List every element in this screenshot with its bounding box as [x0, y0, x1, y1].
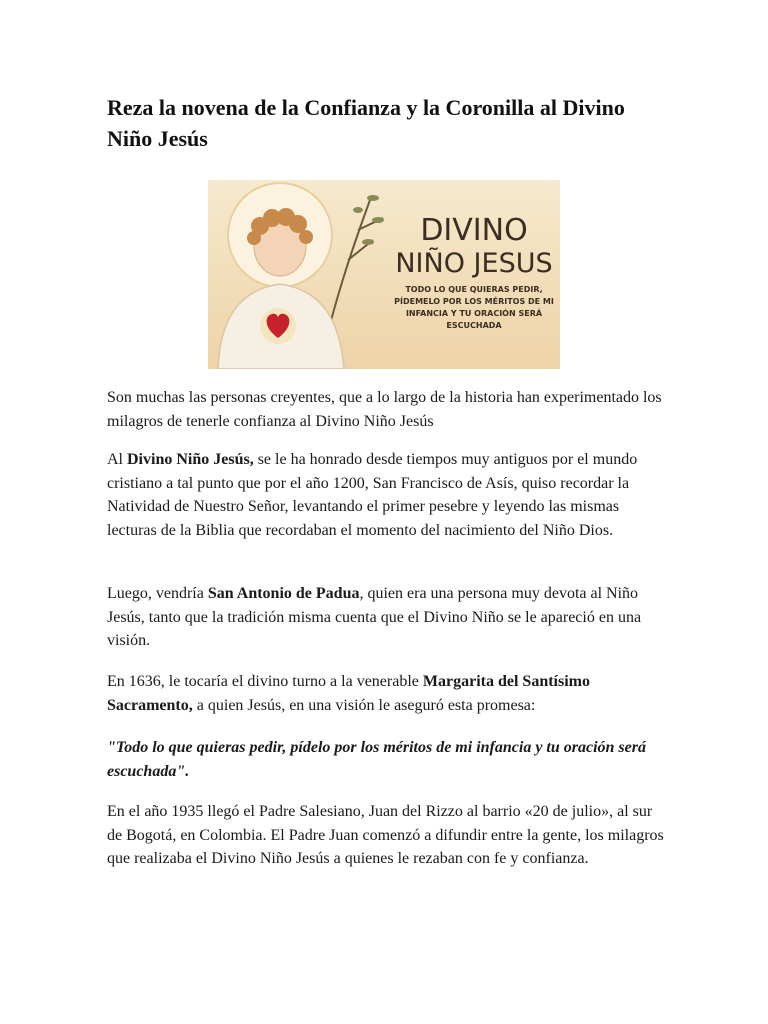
article-title: Reza la novena de la Confianza y la Coronilla al Divino Niño Jesús: [107, 95, 625, 151]
text-run: Luego, vendría: [107, 585, 208, 602]
text-run: Al: [107, 451, 127, 468]
paragraph-margarita: [107, 670, 667, 717]
banner-sub-line4: ESCUCHADA: [446, 321, 502, 330]
text-run: se le ha honrado desde tiempos muy antiguos por el mundo cristiano a tal punto que por el año 1200, San Francisco de Asís, quiso recordar la Natividad de Nuestro Señor, levantando el primer pesebre y leyendo las mismas lecturas de la Biblia que recordaban el momento del nacimiento del Niño Dios.: [107, 451, 638, 539]
text-run: , quien era una persona muy devota al Niño Jesús, tanto que la tradición misma cuenta que el Divino Niño se le apareció en una visión.: [107, 585, 642, 649]
paragraph-history: [107, 448, 667, 542]
divino-nino-banner-image: [208, 180, 560, 369]
paragraph-intro: Son muchas las personas creyentes, que a lo largo de la historia han experimentado los milagros de tenerle confianza al Divino Niño Jesús: [107, 389, 662, 430]
banner-sub-line3: INFANCIA Y TU ORACIÓN SERÁ: [405, 309, 543, 318]
paragraph-san-antonio: [107, 582, 667, 653]
bold-term-margarita: Margarita del Santísimo Sacramento,: [107, 673, 590, 714]
banner-title-line1: DIVINO: [420, 213, 528, 248]
banner-sub-line2: PÍDEMELO POR LOS MÉRITOS DE MI: [394, 297, 554, 306]
paragraph-1935: En el año 1935 llegó el Padre Salesiano, Juan del Rizzo al barrio «20 de julio», al sur de Bogotá, en Colombia. El Padre Juan comenzó a difundir entre la gente, los milagros que realizaba el Divino Niño Jesús a quienes le rezaban con fe y confianza.: [107, 803, 664, 867]
text-run: En 1636, le tocaría el divino turno a la venerable: [107, 673, 423, 690]
text-run: a quien Jesús, en una visión le aseguró esta promesa:: [192, 696, 536, 714]
bold-term-divino-nino: Divino Niño Jesús,: [127, 451, 254, 468]
promise-quote: "Todo lo que quieras pedir, pídelo por los méritos de mi infancia y tu oración será escuchada".: [107, 739, 646, 780]
banner-sub-line1: TODO LO QUE QUIERAS PEDIR,: [405, 285, 543, 294]
bold-term-san-antonio: San Antonio de Padua: [207, 585, 360, 602]
banner-title-line2: NIÑO JESUS: [395, 248, 553, 279]
